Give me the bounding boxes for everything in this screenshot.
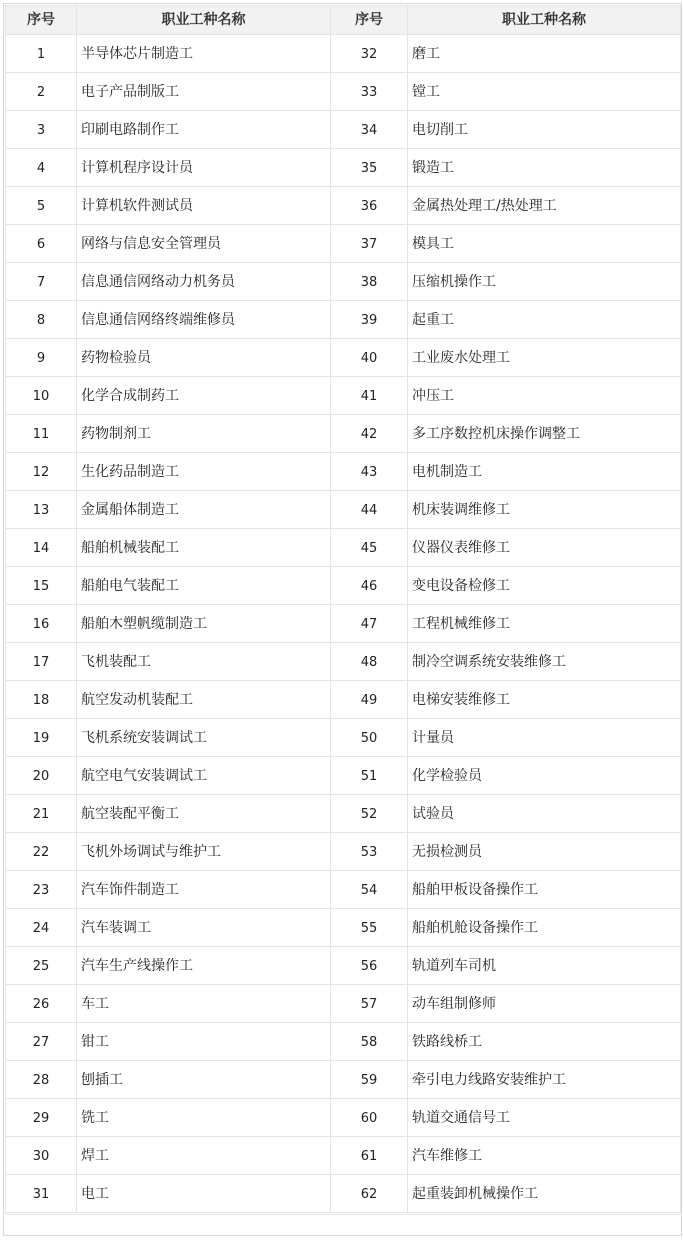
row-number-left: 5	[6, 187, 77, 225]
table-row	[6, 1061, 681, 1099]
table-row	[6, 681, 681, 719]
row-number-right: 48	[331, 643, 408, 681]
occupation-name-right: 工程机械维修工	[408, 605, 681, 643]
row-number-right: 34	[331, 111, 408, 149]
row-number-right: 41	[331, 377, 408, 415]
occupation-name-right: 模具工	[408, 225, 681, 263]
row-number-left: 3	[6, 111, 77, 149]
occupation-table-container	[3, 3, 682, 1236]
table-row	[6, 225, 681, 263]
occupation-name-left: 船舶木塑帆缆制造工	[77, 605, 331, 643]
occupation-name-left: 船舶机械装配工	[77, 529, 331, 567]
header-number-right: 序号	[331, 6, 408, 35]
occupation-name-right: 轨道交通信号工	[408, 1099, 681, 1137]
row-number-left: 18	[6, 681, 77, 719]
occupation-name-right: 铁路线桥工	[408, 1023, 681, 1061]
row-number-right: 38	[331, 263, 408, 301]
occupation-name-right: 无损检测员	[408, 833, 681, 871]
header-number-left: 序号	[6, 6, 77, 35]
occupation-name-left: 半导体芯片制造工	[77, 35, 331, 73]
row-number-right: 39	[331, 301, 408, 339]
row-number-right: 43	[331, 453, 408, 491]
occupation-name-right: 机床装调维修工	[408, 491, 681, 529]
table-row	[6, 1137, 681, 1175]
row-number-left: 1	[6, 35, 77, 73]
occupation-name-left: 汽车装调工	[77, 909, 331, 947]
occupation-name-left: 航空装配平衡工	[77, 795, 331, 833]
occupation-name-left: 航空发动机装配工	[77, 681, 331, 719]
occupation-name-left: 车工	[77, 985, 331, 1023]
row-number-left: 4	[6, 149, 77, 187]
row-number-left: 30	[6, 1137, 77, 1175]
row-number-left: 28	[6, 1061, 77, 1099]
row-number-left: 9	[6, 339, 77, 377]
occupation-name-right: 镗工	[408, 73, 681, 111]
occupation-name-left: 信息通信网络终端维修员	[77, 301, 331, 339]
table-row	[6, 377, 681, 415]
table-row	[6, 149, 681, 187]
row-number-left: 23	[6, 871, 77, 909]
row-number-right: 62	[331, 1175, 408, 1213]
table-row	[6, 909, 681, 947]
table-row	[6, 795, 681, 833]
occupation-name-right: 电切削工	[408, 111, 681, 149]
table-row	[6, 1099, 681, 1137]
row-number-right: 35	[331, 149, 408, 187]
row-number-left: 8	[6, 301, 77, 339]
table-row	[6, 73, 681, 111]
occupation-name-right: 船舶机舱设备操作工	[408, 909, 681, 947]
header-occupation-name-right: 职业工种名称	[408, 6, 681, 35]
row-number-right: 49	[331, 681, 408, 719]
occupation-name-right: 压缩机操作工	[408, 263, 681, 301]
row-number-left: 22	[6, 833, 77, 871]
occupation-name-left: 化学合成制药工	[77, 377, 331, 415]
row-number-right: 51	[331, 757, 408, 795]
occupation-name-right: 汽车维修工	[408, 1137, 681, 1175]
row-number-right: 40	[331, 339, 408, 377]
table-row	[6, 833, 681, 871]
occupation-name-left: 网络与信息安全管理员	[77, 225, 331, 263]
occupation-name-right: 计量员	[408, 719, 681, 757]
occupation-name-right: 化学检验员	[408, 757, 681, 795]
row-number-left: 14	[6, 529, 77, 567]
row-number-left: 16	[6, 605, 77, 643]
occupation-name-left: 航空电气安装调试工	[77, 757, 331, 795]
occupation-name-right: 工业废水处理工	[408, 339, 681, 377]
row-number-right: 52	[331, 795, 408, 833]
header-row	[6, 6, 681, 35]
row-number-left: 2	[6, 73, 77, 111]
row-number-right: 54	[331, 871, 408, 909]
row-number-left: 11	[6, 415, 77, 453]
occupation-table	[5, 5, 681, 1213]
row-number-right: 61	[331, 1137, 408, 1175]
row-number-right: 45	[331, 529, 408, 567]
row-number-left: 27	[6, 1023, 77, 1061]
occupation-name-right: 起重工	[408, 301, 681, 339]
occupation-name-left: 药物检验员	[77, 339, 331, 377]
row-number-left: 31	[6, 1175, 77, 1213]
table-row	[6, 985, 681, 1023]
occupation-name-left: 飞机装配工	[77, 643, 331, 681]
table-header	[6, 6, 681, 35]
row-number-right: 55	[331, 909, 408, 947]
row-number-left: 26	[6, 985, 77, 1023]
table-row	[6, 491, 681, 529]
row-number-right: 36	[331, 187, 408, 225]
occupation-name-left: 电子产品制版工	[77, 73, 331, 111]
row-number-left: 24	[6, 909, 77, 947]
table-row	[6, 301, 681, 339]
row-number-right: 59	[331, 1061, 408, 1099]
table-row	[6, 339, 681, 377]
occupation-name-right: 冲压工	[408, 377, 681, 415]
occupation-name-right: 轨道列车司机	[408, 947, 681, 985]
occupation-name-left: 焊工	[77, 1137, 331, 1175]
occupation-name-right: 试验员	[408, 795, 681, 833]
table-row	[6, 1023, 681, 1061]
occupation-name-left: 船舶电气装配工	[77, 567, 331, 605]
row-number-right: 58	[331, 1023, 408, 1061]
row-number-left: 12	[6, 453, 77, 491]
occupation-name-left: 飞机外场调试与维护工	[77, 833, 331, 871]
row-number-left: 15	[6, 567, 77, 605]
row-number-left: 25	[6, 947, 77, 985]
row-number-right: 46	[331, 567, 408, 605]
row-number-left: 21	[6, 795, 77, 833]
table-row	[6, 263, 681, 301]
occupation-name-right: 金属热处理工/热处理工	[408, 187, 681, 225]
row-number-right: 32	[331, 35, 408, 73]
row-number-left: 7	[6, 263, 77, 301]
row-number-left: 13	[6, 491, 77, 529]
occupation-name-left: 电工	[77, 1175, 331, 1213]
table-row	[6, 605, 681, 643]
table-row	[6, 35, 681, 73]
occupation-name-right: 锻造工	[408, 149, 681, 187]
table-row	[6, 415, 681, 453]
occupation-name-right: 仪器仪表维修工	[408, 529, 681, 567]
occupation-name-right: 变电设备检修工	[408, 567, 681, 605]
occupation-name-left: 计算机程序设计员	[77, 149, 331, 187]
occupation-name-left: 信息通信网络动力机务员	[77, 263, 331, 301]
table-row	[6, 719, 681, 757]
occupation-name-left: 金属船体制造工	[77, 491, 331, 529]
row-number-right: 42	[331, 415, 408, 453]
row-number-right: 47	[331, 605, 408, 643]
table-body	[6, 35, 681, 1213]
row-number-right: 50	[331, 719, 408, 757]
occupation-name-right: 起重装卸机械操作工	[408, 1175, 681, 1213]
table-row	[6, 1175, 681, 1213]
occupation-name-left: 印刷电路制作工	[77, 111, 331, 149]
table-row	[6, 757, 681, 795]
row-number-left: 29	[6, 1099, 77, 1137]
header-occupation-name-left: 职业工种名称	[77, 6, 331, 35]
table-row	[6, 643, 681, 681]
occupation-name-right: 多工序数控机床操作调整工	[408, 415, 681, 453]
occupation-name-left: 汽车饰件制造工	[77, 871, 331, 909]
row-number-left: 19	[6, 719, 77, 757]
table-row	[6, 111, 681, 149]
row-number-left: 20	[6, 757, 77, 795]
occupation-name-right: 牵引电力线路安装维护工	[408, 1061, 681, 1099]
table-row	[6, 567, 681, 605]
occupation-name-left: 飞机系统安装调试工	[77, 719, 331, 757]
occupation-name-left: 铣工	[77, 1099, 331, 1137]
occupation-name-right: 电梯安装维修工	[408, 681, 681, 719]
occupation-name-left: 计算机软件测试员	[77, 187, 331, 225]
occupation-name-left: 生化药品制造工	[77, 453, 331, 491]
row-number-right: 44	[331, 491, 408, 529]
occupation-name-right: 磨工	[408, 35, 681, 73]
row-number-left: 6	[6, 225, 77, 263]
table-row	[6, 871, 681, 909]
table-row	[6, 187, 681, 225]
row-number-right: 37	[331, 225, 408, 263]
occupation-name-left: 药物制剂工	[77, 415, 331, 453]
occupation-name-right: 制冷空调系统安装维修工	[408, 643, 681, 681]
table-row	[6, 529, 681, 567]
row-number-left: 10	[6, 377, 77, 415]
occupation-name-left: 钳工	[77, 1023, 331, 1061]
row-number-left: 17	[6, 643, 77, 681]
row-number-right: 33	[331, 73, 408, 111]
occupation-name-right: 电机制造工	[408, 453, 681, 491]
table-row	[6, 947, 681, 985]
occupation-name-right: 动车组制修师	[408, 985, 681, 1023]
occupation-name-right: 船舶甲板设备操作工	[408, 871, 681, 909]
row-number-right: 57	[331, 985, 408, 1023]
row-number-right: 53	[331, 833, 408, 871]
table-empty-footer	[5, 1214, 680, 1234]
occupation-name-left: 刨插工	[77, 1061, 331, 1099]
row-number-right: 56	[331, 947, 408, 985]
occupation-name-left: 汽车生产线操作工	[77, 947, 331, 985]
table-row	[6, 453, 681, 491]
row-number-right: 60	[331, 1099, 408, 1137]
